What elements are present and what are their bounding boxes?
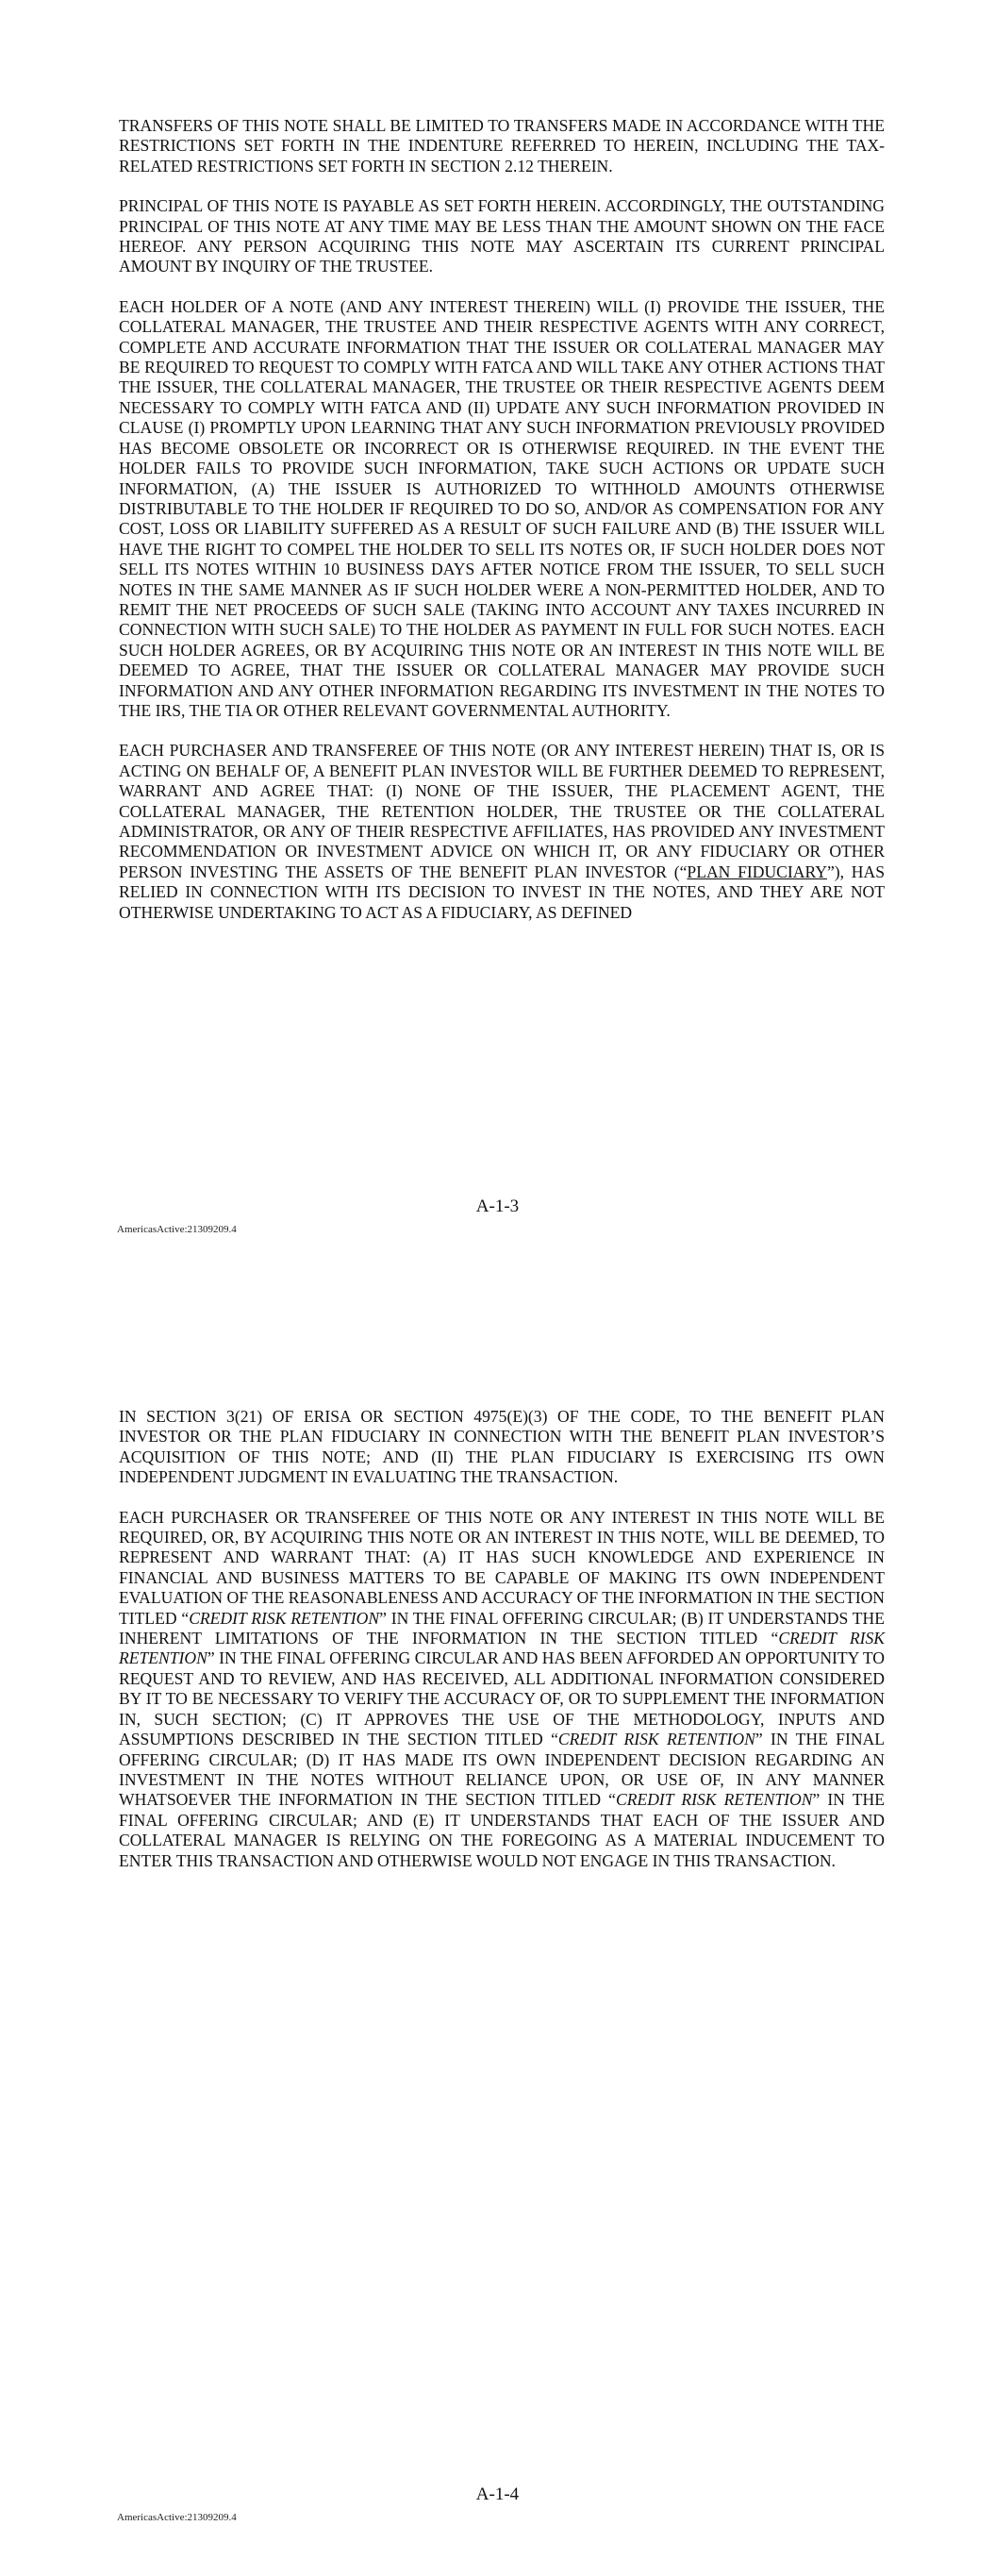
paragraph-transfer-restrictions: TRANSFERS OF THIS NOTE SHALL BE LIMITED TO TRANSFERS MADE IN ACCORDANCE WITH THE RESTRICTIONS SET FORTH IN THE INDENTURE REFERRED TO HEREIN, INCLUDING THE TAX-RELATED RESTRICTIONS SET FORTH IN SECTION 2.12 THEREIN.	[119, 116, 885, 176]
page-body	[119, 1407, 885, 1891]
paragraph-text: EACH PURCHASER AND TRANSFEREE OF THIS NOTE (OR ANY INTEREST HEREIN) THAT IS, OR IS ACTING ON BEHALF OF, A BENEFIT PLAN INVESTOR WILL BE FURTHER DEEMED TO REPRESENT, WARRANT AND AGREE THAT: (I) NONE OF THE ISSUER, THE PLACEMENT AGENT, THE COLLATERAL MANAGER, THE RETENTION HOLDER, THE TRUSTEE OR THE COLLATERAL ADMINISTRATOR, OR ANY OF THEIR RESPECTIVE AFFILIATES, HAS PROVIDED ANY INVESTMENT RECOMMENDATION OR INVESTMENT ADVICE ON WHICH IT, OR ANY FIDUCIARY OR OTHER PERSON INVESTING THE ASSETS OF THE BENEFIT PLAN INVESTOR (“	[119, 741, 885, 881]
italic-term-credit-risk-retention: CREDIT RISK RETENTION	[189, 1608, 380, 1628]
paragraph-text: ” IN THE FINAL OFFERING CIRCULAR; (B) IT UNDERSTANDS THE INHERENT LIMITATIONS OF THE INFORMATION IN THE SECTION TITLED “	[119, 1608, 885, 1648]
paragraph-text: ”), HAS RELIED IN CONNECTION WITH ITS DECISION TO INVEST IN THE NOTES, AND THEY ARE NOT OTHERWISE UNDERTAKING TO ACT AS A FIDUCIARY, AS DEFINED	[119, 861, 885, 922]
page-number: A-1-4	[475, 2484, 520, 2504]
paragraph-erisa-continuation: IN SECTION 3(21) OF ERISA OR SECTION 4975(E)(3) OF THE CODE, TO THE BENEFIT PLAN INVESTOR OR THE PLAN FIDUCIARY IN CONNECTION WITH THE BENEFIT PLAN INVESTOR’S ACQUISITION OF THIS NOTE; AND (II) THE PLAN FIDUCIARY IS EXERCISING ITS OWN INDEPENDENT JUDGMENT IN EVALUATING THE TRANSACTION.	[119, 1407, 885, 1487]
document-id-footer: AmericasActive:21309209.4	[117, 1224, 237, 1235]
paragraph-fatca-information: EACH HOLDER OF A NOTE (AND ANY INTEREST THEREIN) WILL (I) PROVIDE THE ISSUER, THE COLLATERAL MANAGER, THE TRUSTEE AND THEIR RESPECTIVE AGENTS WITH ANY CORRECT, COMPLETE AND ACCURATE INFORMATION THAT THE ISSUER OR COLLATERAL MANAGER MAY BE REQUIRED TO REQUEST TO COMPLY WITH FATCA AND WILL TAKE ANY OTHER ACTIONS THAT THE ISSUER, THE COLLATERAL MANAGER, THE TRUSTEE OR THEIR RESPECTIVE AGENTS DEEM NECESSARY TO COMPLY WITH FATCA AND (II) UPDATE ANY SUCH INFORMATION PROVIDED IN CLAUSE (I) PROMPTLY UPON LEARNING THAT ANY SUCH INFORMATION PREVIOUSLY PROVIDED HAS BECOME OBSOLETE OR INCORRECT OR IS OTHERWISE REQUIRED. IN THE EVENT THE HOLDER FAILS TO PROVIDE SUCH INFORMATION, TAKE SUCH ACTIONS OR UPDATE SUCH INFORMATION, (A) THE ISSUER IS AUTHORIZED TO WITHHOLD AMOUNTS OTHERWISE DISTRIBUTABLE TO THE HOLDER IF REQUIRED TO DO SO, AND/OR AS COMPENSATION FOR ANY COST, LOSS OR LIABILITY SUFFERED AS A RESULT OF SUCH FAILURE AND (B) THE ISSUER WILL HAVE THE RIGHT TO COMPEL THE HOLDER TO SELL ITS NOTES OR, IF SUCH HOLDER DOES NOT SELL ITS NOTES WITHIN 10 BUSINESS DAYS AFTER NOTICE FROM THE ISSUER, TO SELL SUCH NOTES IN THE SAME MANNER AS IF SUCH HOLDER WERE A NON-PERMITTED HOLDER, AND TO REMIT THE NET PROCEEDS OF SUCH SALE (TAKING INTO ACCOUNT ANY TAXES INCURRED IN CONNECTION WITH SUCH SALE) TO THE HOLDER AS PAYMENT IN FULL FOR SUCH NOTES. EACH SUCH HOLDER AGREES, OR BY ACQUIRING THIS NOTE OR AN INTEREST IN THIS NOTE WILL BE DEEMED TO AGREE, THAT THE ISSUER OR COLLATERAL MANAGER MAY PROVIDE SUCH INFORMATION AND ANY OTHER INFORMATION REGARDING ITS INVESTMENT IN THE NOTES TO THE IRS, THE TIA OR OTHER RELEVANT GOVERNMENTAL AUTHORITY.	[119, 296, 885, 720]
paragraph-text: ” IN THE FINAL OFFERING CIRCULAR; AND (E) IT UNDERSTANDS THAT EACH OF THE ISSUER AND COLLATERAL MANAGER IS RELYING ON THE FOREGOING AS A MATERIAL INDUCEMENT TO ENTER THIS TRANSACTION AND OTHERWISE WOULD NOT ENGAGE IN THIS TRANSACTION.	[119, 1790, 885, 1870]
page-number: A-1-3	[475, 1196, 520, 1216]
document-page-2	[0, 1288, 995, 2576]
italic-term-credit-risk-retention: CREDIT RISK RETENTION	[557, 1730, 755, 1749]
paragraph-text: EACH PURCHASER OR TRANSFEREE OF THIS NOTE OR ANY INTEREST IN THIS NOTE WILL BE REQUIRED, OR, BY ACQUIRING THIS NOTE OR AN INTEREST IN THIS NOTE, WILL BE DEEMED, TO REPRESENT AND WARRANT THAT: (A) IT HAS SUCH KNOWLEDGE AND EXPERIENCE IN FINANCIAL AND BUSINESS MATTERS TO BE CAPABLE OF MAKING ITS OWN INDEPENDENT EVALUATION OF THE REASONABLENESS AND ACCURACY OF THE INFORMATION IN THE SECTION TITLED “	[119, 1507, 885, 1628]
paragraph-text: ” IN THE FINAL OFFERING CIRCULAR AND HAS BEEN AFFORDED AN OPPORTUNITY TO REQUEST AND TO REVIEW, AND HAS RECEIVED, ALL ADDITIONAL INFORMATION CONSIDERED BY IT TO BE NECESSARY TO VERIFY THE ACCURACY OF, OR TO SUPPLEMENT THE INFORMATION IN, SUCH SECTION; (C) IT APPROVES THE USE OF THE METHODOLOGY, INPUTS AND ASSUMPTIONS DESCRIBED IN THE SECTION TITLED “	[119, 1648, 885, 1749]
page-body	[119, 116, 885, 943]
italic-term-credit-risk-retention: CREDIT RISK RETENTION	[119, 1629, 886, 1668]
document-id-footer: AmericasActive:21309209.4	[117, 2512, 237, 2523]
italic-term-credit-risk-retention: CREDIT RISK RETENTION	[615, 1790, 813, 1810]
defined-term-plan-fiduciary: PLAN FIDUCIARY	[687, 861, 827, 881]
paragraph-text: ” IN THE FINAL OFFERING CIRCULAR; (D) IT HAS MADE ITS OWN INDEPENDENT DECISION REGARDING AN INVESTMENT IN THE NOTES WITHOUT RELIANCE UPON, OR USE OF, IN ANY MANNER WHATSOEVER THE INFORMATION IN THE SECTION TITLED “	[119, 1730, 885, 1810]
paragraph-credit-risk-retention	[119, 1508, 885, 1871]
paragraph-principal-payable: PRINCIPAL OF THIS NOTE IS PAYABLE AS SET FORTH HEREIN. ACCORDINGLY, THE OUTSTANDING PRINCIPAL OF THIS NOTE AT ANY TIME MAY BE LESS THAN THE AMOUNT SHOWN ON THE FACE HEREOF. ANY PERSON ACQUIRING THIS NOTE MAY ASCERTAIN ITS CURRENT PRINCIPAL AMOUNT BY INQUIRY OF THE TRUSTEE.	[119, 196, 885, 276]
paragraph-benefit-plan-investor	[119, 741, 885, 923]
